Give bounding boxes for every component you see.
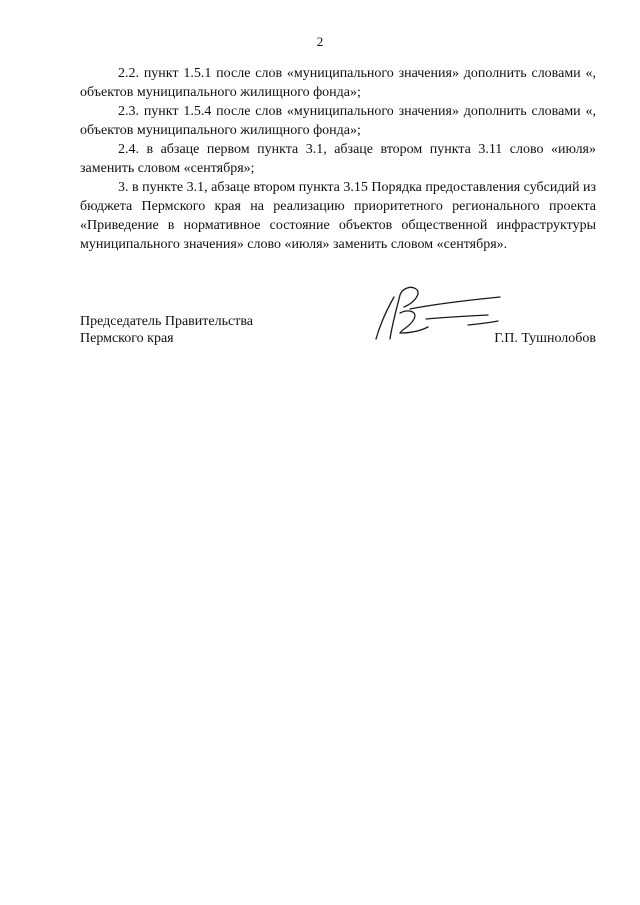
- signature-block: [80, 313, 596, 363]
- paragraph-2-4: 2.4. в абзаце первом пункта 3.1, абзаце втором пункта 3.11 слово «июля» заменить словом «сентября»;: [80, 142, 596, 176]
- page-number: 2: [316, 34, 324, 49]
- signer-title: [80, 313, 253, 347]
- document-body: [80, 64, 596, 254]
- signer-title-line1: Председатель Правительства: [80, 314, 253, 329]
- paragraph-3: 3. в пункте 3.1, абзаце втором пункта 3.15 Порядка предоставления субсидий из бюджета Пермского края на реализацию приоритетного регионального проекта «Приведение в нормативное состояние объектов общественной инфраструктуры муниципального значения» слово «июля» заменить словом «сентября».: [80, 180, 596, 252]
- signer-title-line2: Пермского края: [80, 331, 174, 346]
- paragraph-2-2: 2.2. пункт 1.5.1 после слов «муниципального значения» дополнить словами «, объектов муниципального жилищного фонда»;: [80, 66, 596, 100]
- paragraph-2-3: 2.3. пункт 1.5.4 после слов «муниципального значения» дополнить словами «, объектов муниципального жилищного фонда»;: [80, 104, 596, 138]
- signer-name: Г.П. Тушнолобов: [494, 331, 596, 346]
